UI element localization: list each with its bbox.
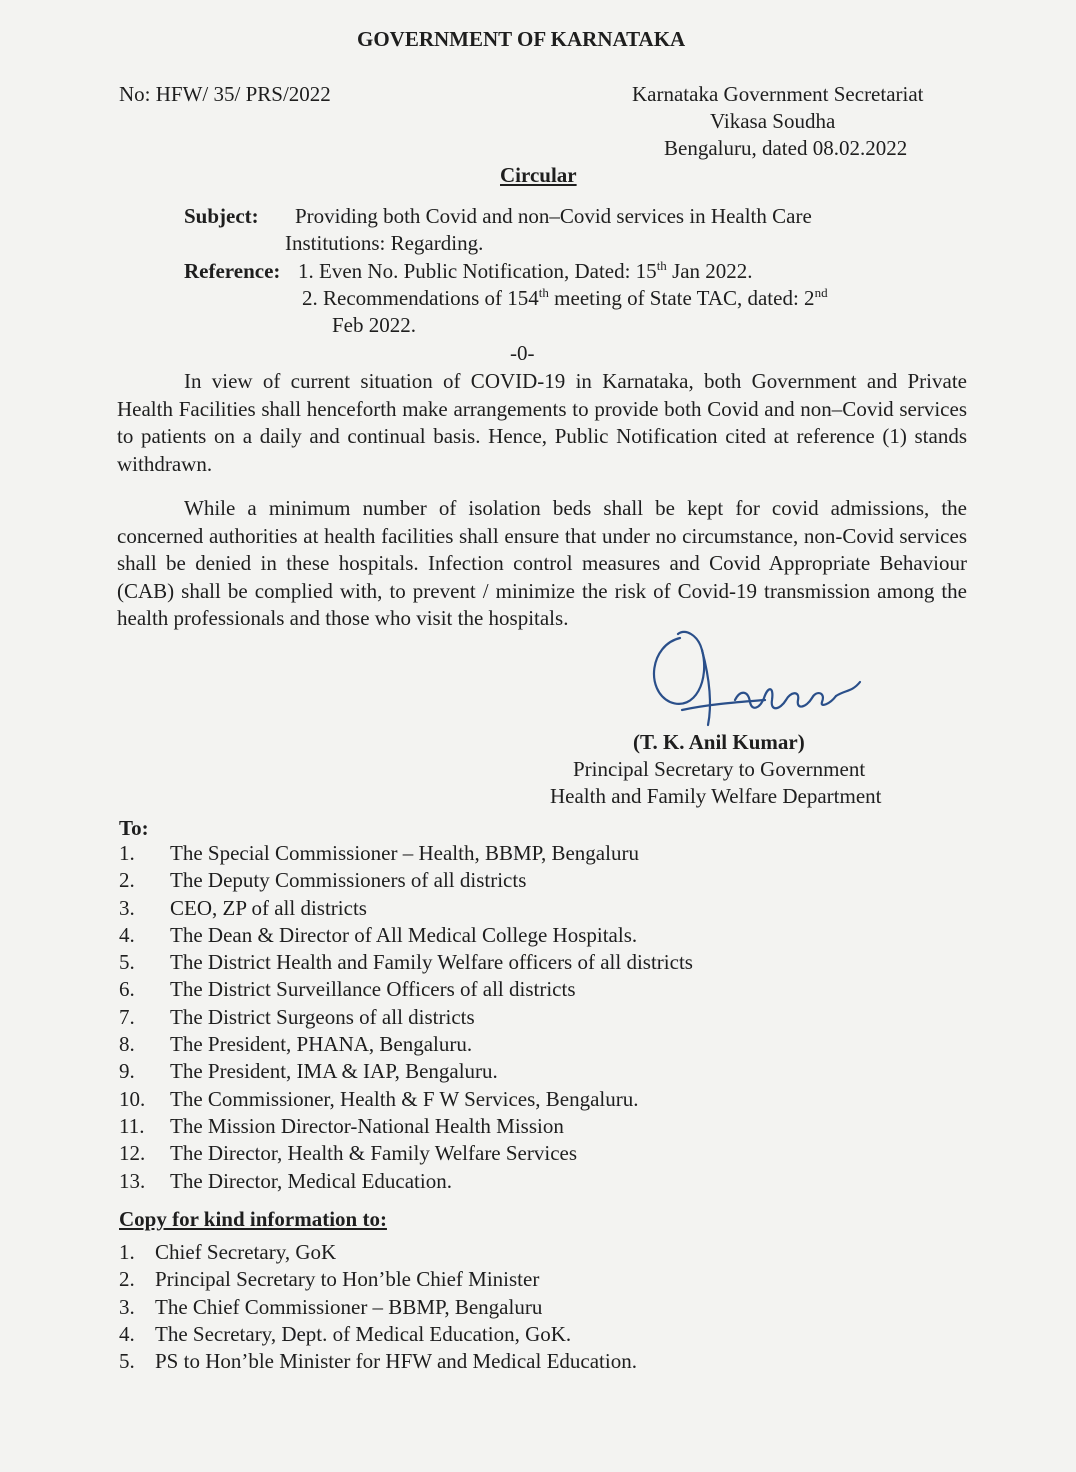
list-item-text: PS to Hon’ble Minister for HFW and Medical Education. <box>155 1349 637 1374</box>
reference-item-2-sup2: nd <box>814 285 828 300</box>
reference-label: Reference: <box>184 259 281 283</box>
list-item-number: 7. <box>119 1004 135 1029</box>
list-item-number: 8. <box>119 1032 135 1057</box>
office-line-2: Vikasa Soudha <box>710 109 836 133</box>
list-item <box>119 1169 879 1196</box>
list-item <box>119 896 879 923</box>
reference-number: No: HFW/ 35/ PRS/2022 <box>119 82 331 106</box>
reference-item-2 <box>302 286 828 311</box>
list-item-number: 13. <box>119 1168 146 1193</box>
reference-item-1-sup: th <box>656 258 667 273</box>
to-list <box>119 841 879 1196</box>
list-item-text: The District Surgeons of all districts <box>170 1004 475 1029</box>
subject-label: Subject: <box>184 204 259 228</box>
list-item <box>119 977 879 1004</box>
list-item <box>119 1141 879 1168</box>
list-item <box>119 1087 879 1114</box>
place-date: Bengaluru, dated 08.02.2022 <box>664 136 908 160</box>
government-heading: GOVERNMENT OF KARNATAKA <box>357 27 686 51</box>
list-item-text: The Secretary, Dept. of Medical Education, GoK. <box>155 1321 572 1346</box>
list-item <box>119 1322 879 1349</box>
list-item <box>119 1032 879 1059</box>
paragraph-1: In view of current situation of COVID-19 in Karnataka, both Government and Private Health Facilities shall henceforth make arrangements to provide both Covid and non–Covid services to patients on a daily and continual basis. Hence, Public Notification cited at reference (1) stands withdrawn. <box>117 369 967 476</box>
reference-item-1 <box>298 259 753 284</box>
reference-item-2-text: 2. Recommendations of 154 <box>302 286 539 310</box>
list-item-number: 4. <box>119 922 135 947</box>
list-item-number: 5. <box>119 950 135 975</box>
separator: -0- <box>510 341 535 365</box>
list-item-number: 2. <box>119 868 135 893</box>
list-item-number: 12. <box>119 1141 146 1166</box>
reference-item-2-mid: meeting of State TAC, dated: 2 <box>548 286 815 310</box>
list-item-text: The District Health and Family Welfare officers of all districts <box>170 950 693 975</box>
list-item <box>119 868 879 895</box>
list-item-text: The Commissioner, Health & F W Services, Bengaluru. <box>170 1086 639 1111</box>
list-item <box>119 841 879 868</box>
list-item-number: 3. <box>119 1294 135 1319</box>
copy-label: Copy for kind information to: <box>119 1207 387 1231</box>
list-item-number: 1. <box>119 1240 135 1264</box>
list-item-text: The Dean & Director of All Medical College Hospitals. <box>170 922 638 947</box>
list-item-text: The Special Commissioner – Health, BBMP, Bengaluru <box>170 841 639 865</box>
list-item <box>119 950 879 977</box>
list-item-text: The Director, Health & Family Welfare Services <box>170 1141 578 1166</box>
list-item-text: Chief Secretary, GoK <box>155 1240 337 1264</box>
list-item-number: 4. <box>119 1321 135 1346</box>
list-item-number: 2. <box>119 1267 135 1292</box>
list-item <box>119 923 879 950</box>
list-item <box>119 1295 879 1322</box>
signatory-name: (T. K. Anil Kumar) <box>633 730 805 754</box>
list-item-number: 9. <box>119 1059 135 1084</box>
reference-item-1-end: Jan 2022. <box>666 259 753 283</box>
list-item <box>119 1005 879 1032</box>
reference-item-2-line-2: Feb 2022. <box>332 313 416 337</box>
list-item-number: 10. <box>119 1086 146 1111</box>
list-item-number: 3. <box>119 895 135 920</box>
reference-item-1-text: 1. Even No. Public Notification, Dated: 15 <box>298 259 657 283</box>
list-item-text: The President, IMA & IAP, Bengaluru. <box>170 1059 498 1084</box>
to-label: To: <box>119 816 149 840</box>
list-item-text: The District Surveillance Officers of all districts <box>170 977 576 1002</box>
list-item <box>119 1114 879 1141</box>
list-item-number: 5. <box>119 1349 135 1374</box>
subject-line-1: Providing both Covid and non–Covid services in Health Care <box>295 204 812 228</box>
circular-title: Circular <box>500 163 577 187</box>
signatory-designation: Principal Secretary to Government <box>573 757 866 781</box>
list-item-text: The Mission Director-National Health Mission <box>170 1113 564 1138</box>
list-item-number: 11. <box>119 1113 145 1138</box>
list-item <box>119 1349 879 1376</box>
copy-list <box>119 1240 879 1376</box>
list-item-text: The President, PHANA, Bengaluru. <box>170 1032 473 1057</box>
list-item-text: The Chief Commissioner – BBMP, Bengaluru <box>155 1294 543 1319</box>
list-item-number: 1. <box>119 841 135 865</box>
list-item <box>119 1240 879 1267</box>
list-item <box>119 1059 879 1086</box>
list-item-text: The Director, Medical Education. <box>170 1168 452 1193</box>
office-line-1: Karnataka Government Secretariat <box>632 82 924 106</box>
list-item <box>119 1267 879 1294</box>
signatory-department: Health and Family Welfare Department <box>550 784 882 808</box>
list-item-text: Principal Secretary to Hon’ble Chief Minister <box>155 1267 540 1292</box>
reference-item-2-sup: th <box>538 285 549 300</box>
list-item-text: CEO, ZP of all districts <box>170 895 367 920</box>
paragraph-2: While a minimum number of isolation beds shall be kept for covid admissions, the concerned authorities at health facilities shall ensure that under no circumstance, non-Covid services shall be denied in these hospitals. Infection control measures and Covid Appropriate Behaviour (CAB) shall be complied with, to prevent / minimize the risk of Covid-19 transmission among the health professionals and those who visit the hospitals. <box>117 496 967 630</box>
list-item-text: The Deputy Commissioners of all districts <box>170 868 527 893</box>
subject-line-2: Institutions: Regarding. <box>285 231 484 255</box>
list-item-number: 6. <box>119 977 135 1002</box>
